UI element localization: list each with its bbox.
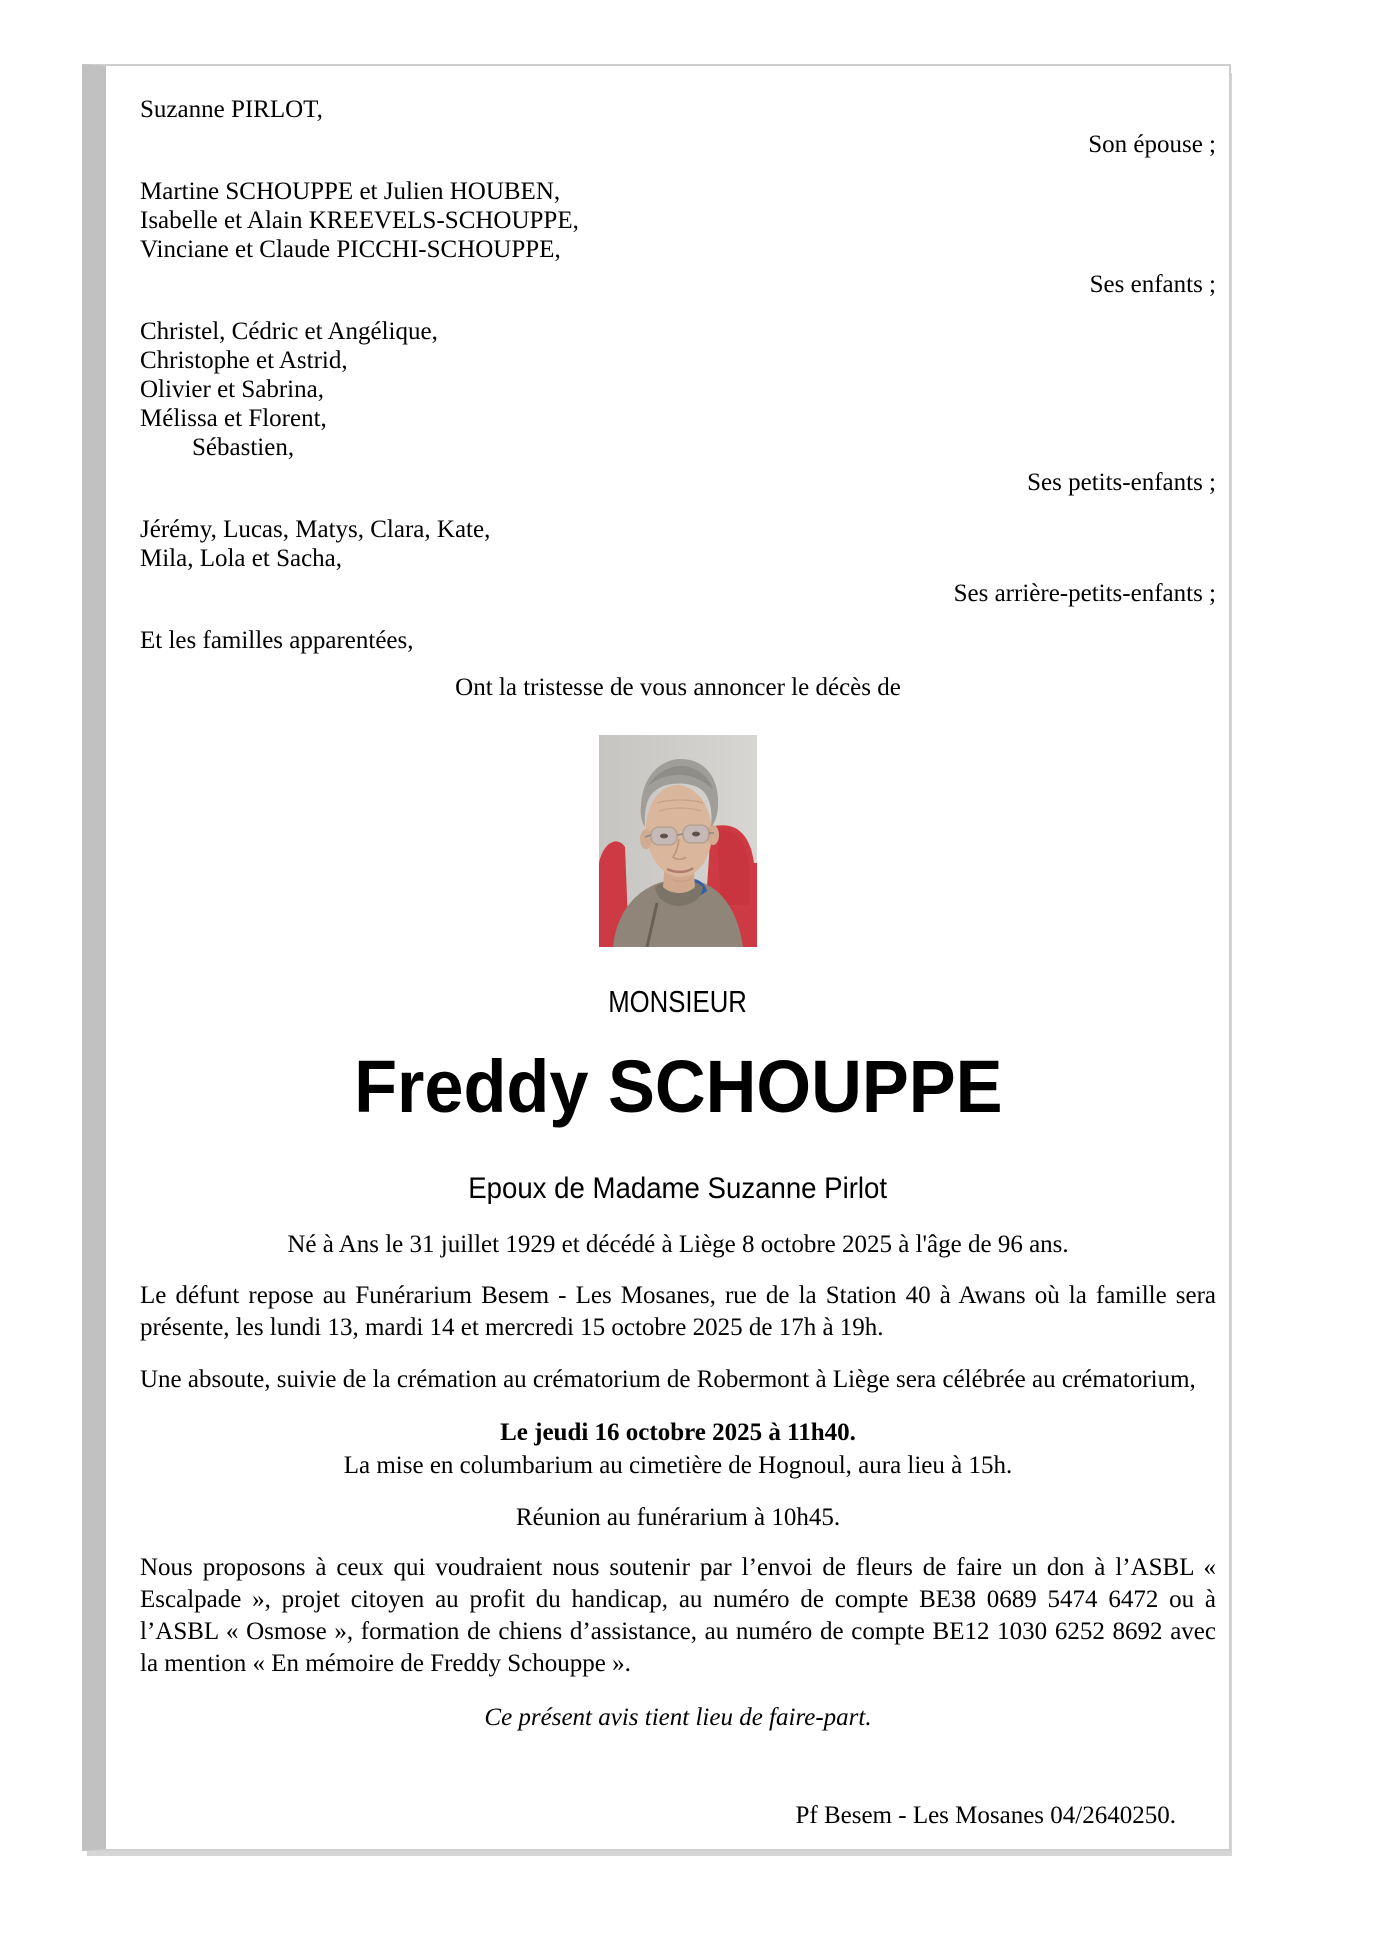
relative-name-line: Martine SCHOUPPE et Julien HOUBEN, xyxy=(140,178,561,205)
relative-name-line: Vinciane et Claude PICCHI-SCHOUPPE, xyxy=(140,236,561,263)
portrait-photo-image xyxy=(599,735,757,947)
civility-line xyxy=(140,982,1216,1025)
deceased-name-text: Freddy SCHOUPPE xyxy=(353,1045,1003,1128)
absoute-paragraph: Une absoute, suivie de la crémation au crématorium de Robermont à Liège sera célébrée au crématorium, xyxy=(140,1366,1196,1393)
funeral-home-line: Pf Besem - Les Mosanes 04/2640250. xyxy=(795,1802,1176,1829)
relatives-group-children xyxy=(140,177,1216,299)
announcement-card xyxy=(82,64,1231,1851)
notice-line: Ce présent avis tient lieu de faire-part. xyxy=(484,1704,872,1731)
donation-paragraph: Nous proposons à ceux qui voudraient nous soutenir par l’envoi de fleurs de faire un don à l’ASBL « Escalpade », projet citoyen au profit du handicap, au numéro de compte BE38 0689 5474 6472 ou à l’ASBL « Osmose », formation de chiens d’assistance, au numéro de compte BE12 1030 6252 8692 avec la mention « En mémoire de Freddy Schouppe ». xyxy=(140,1554,1216,1677)
relative-name-line: Christel, Cédric et Angélique, xyxy=(140,318,438,345)
relative-name-line: Olivier et Sabrina, xyxy=(140,376,324,403)
spouse-line-text: Epoux de Madame Suzanne Pirlot xyxy=(468,1172,888,1205)
reunion-line: Réunion au funérarium à 10h45. xyxy=(515,1504,841,1531)
ceremony-date-line: Le jeudi 16 octobre 2025 à 11h40. xyxy=(500,1419,856,1446)
relation-label: Ses petits-enfants ; xyxy=(1027,469,1216,496)
repose-paragraph: Le défunt repose au Funérarium Besem - Les Mosanes, rue de la Station 40 à Awans où la famille sera présente, les lundi 13, mardi 14 et mercredi 15 octobre 2025 de 17h à 19h. xyxy=(140,1282,1216,1341)
portrait-photo xyxy=(140,735,1216,954)
relation-label: Son épouse ; xyxy=(1088,131,1216,158)
relative-name-line: Suzanne PIRLOT, xyxy=(140,96,323,123)
civility-text: MONSIEUR xyxy=(608,984,748,1019)
birth-death-line: Né à Ans le 31 juillet 1929 et décédé à Liège 8 octobre 2025 à l'âge de 96 ans. xyxy=(287,1231,1069,1258)
relative-name-line: Mélissa et Florent, xyxy=(140,405,327,432)
deceased-name xyxy=(140,1045,1216,1143)
spouse-line xyxy=(140,1172,1216,1208)
relative-name-line: Christophe et Astrid, xyxy=(140,347,348,374)
relative-name-line: Jérémy, Lucas, Matys, Clara, Kate, xyxy=(140,516,491,543)
relatives-group-great-grandchildren xyxy=(140,515,1216,608)
relatives-group-grandchildren xyxy=(140,317,1216,497)
relatives-group-spouse xyxy=(140,95,1216,159)
relation-label: Ses enfants ; xyxy=(1089,271,1216,298)
relation-label: Ses arrière-petits-enfants ; xyxy=(953,580,1216,607)
columbarium-line: La mise en columbarium au cimetière de Hognoul, aura lieu à 15h. xyxy=(343,1452,1013,1479)
relative-name-line: Isabelle et Alain KREEVELS-SCHOUPPE, xyxy=(140,207,579,234)
relative-name-line: Sébastien, xyxy=(192,434,295,461)
families-line: Et les familles apparentées, xyxy=(140,627,414,654)
relative-name-line: Mila, Lola et Sacha, xyxy=(140,545,343,572)
announce-line: Ont la tristesse de vous annoncer le décès de xyxy=(455,674,901,701)
